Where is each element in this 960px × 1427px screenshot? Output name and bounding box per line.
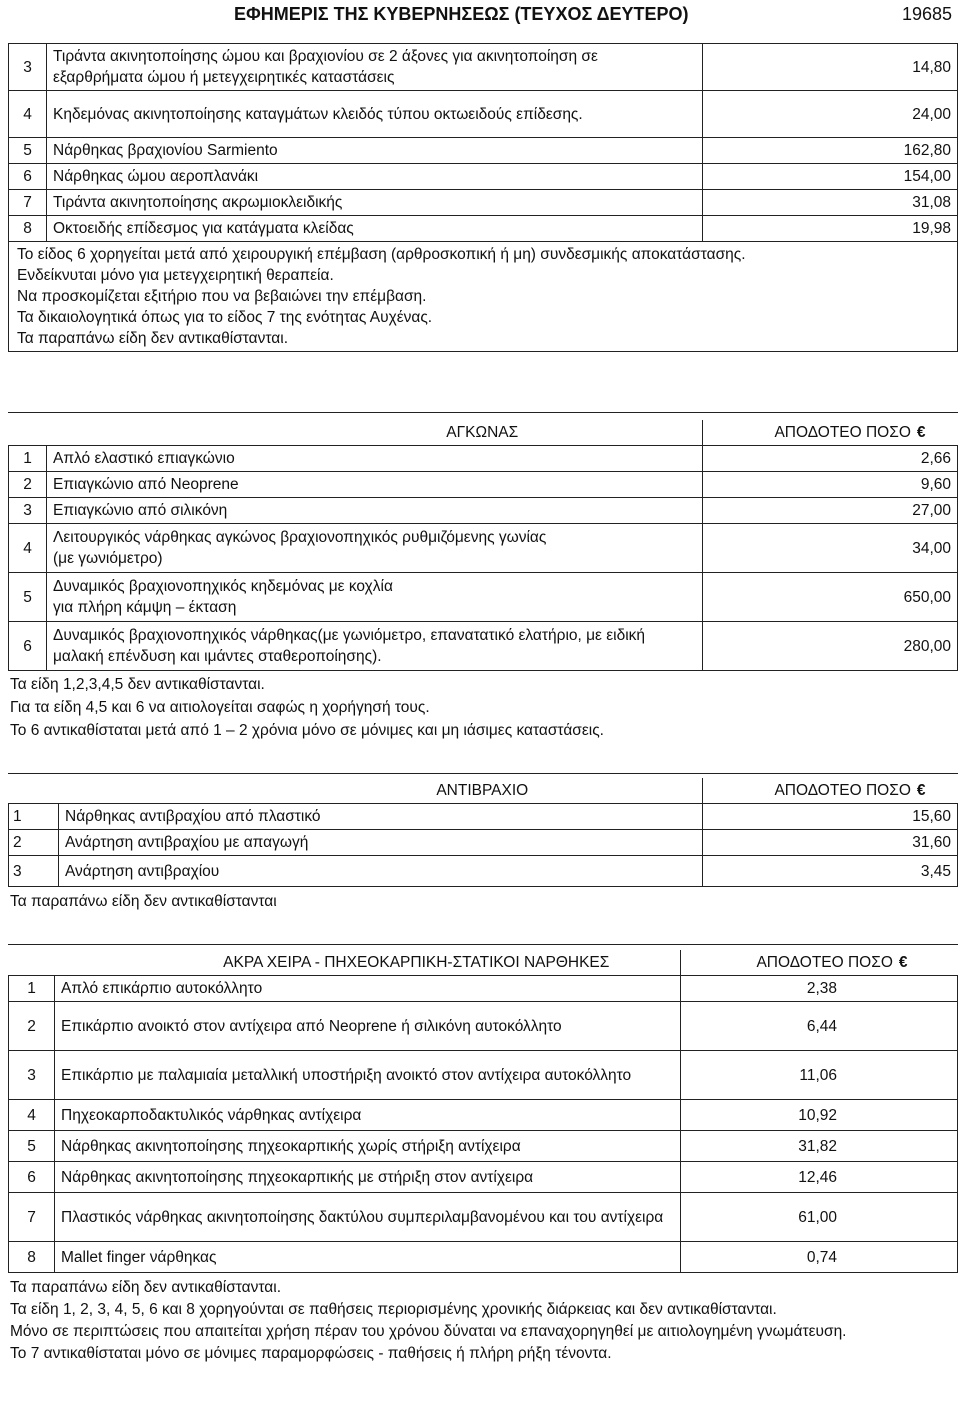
euro-icon: € [898,954,908,971]
table-row [9,44,958,91]
note: Το είδος 6 χορηγείται μετά από χειρουργική επέμβαση (αρθροσκοπική ή μη) συνδεσμικής αποκατάστασης. [17,246,746,263]
item-description: Νάρθηκας ακινητοποίησης πηχεοκαρπικής χωρίς στήριξη αντίχειρα [55,1131,681,1162]
forearm-section [8,778,958,915]
table-row [9,804,958,830]
item-price: 280,00 [703,622,958,671]
item-price: 650,00 [703,573,958,622]
item-number: 3 [9,44,47,91]
note: Τα παραπάνω είδη δεν αντικαθίστανται. [10,1279,282,1296]
item-price: 34,00 [703,524,958,573]
item-price: 6,44 [681,1002,958,1051]
table-row [9,1162,958,1193]
table-row [9,856,958,887]
page-header [0,0,960,30]
table-row [9,1131,958,1162]
gazette-title: ΕΦΗΜΕΡΙΣ ΤΗΣ ΚΥΒΕΡΝΗΣΕΩΣ (ΤΕΥΧΟΣ ΔΕΥΤΕΡΟ) [234,4,689,24]
item-number: 6 [9,1162,55,1193]
price-header-label: ΑΠΟΔΟΤΕΟ ΠΟΣΟ [756,954,893,971]
item-description: Απλό επικάρπιο αυτοκόλλητο [55,976,681,1002]
item-number: 8 [9,1242,55,1273]
item-description: Κηδεμόνας ακινητοποίησης καταγμάτων κλειδός τύπου οκτωειδούς επίδεσης. [47,91,703,138]
section-divider [8,944,958,945]
item-description: Δυναμικός βραχιονοπηχικός νάρθηκας(με γωνιόμετρο, επανατατικό ελατήριο, με ειδική μαλακή επένδυση και ιμάντες σταθεροποίησης). [47,622,703,671]
item-price: 61,00 [681,1193,958,1242]
item-price: 154,00 [703,164,958,190]
item-price: 27,00 [703,498,958,524]
table-row [9,573,958,622]
item-description: Τιράντα ακινητοποίησης ώμου και βραχιονίου σε 2 άξονες για ακινητοποίηση σε εξαρθρήματα ώμου ή μετεγχειρητικές καταστάσεις [47,44,703,91]
note: Ενδείκνυται μόνο για μετεγχειρητική θεραπεία. [17,267,334,284]
item-price: 15,60 [703,804,958,830]
item-number: 3 [9,1051,55,1100]
hand-notes [8,1277,958,1365]
item-number: 5 [9,1131,55,1162]
item-price: 162,80 [703,138,958,164]
item-description: Επικάρπιο με παλαμιαία μεταλλική υποστήριξη ανοικτό στον αντίχειρα αυτοκόλλητο [55,1051,681,1100]
table-row [9,976,958,1002]
note: Τα είδη 1,2,3,4,5 δεν αντικαθίστανται. [10,676,265,693]
page-number: 19685 [901,4,952,24]
item-number: 3 [9,856,59,887]
item-description: Επικάρπιο ανοικτό στον αντίχειρα από Neoprene ή σιλικόνη αυτοκόλλητο [55,1002,681,1051]
table-row [9,91,958,138]
item-description: Νάρθηκας βραχιονίου Sarmiento [47,138,703,164]
table-row [9,216,958,242]
table-row [9,524,958,573]
price-header-label: ΑΠΟΔΟΤΕΟ ΠΟΣΟ [774,782,911,799]
item-number: 6 [9,164,47,190]
note: Να προσκομίζεται εξιτήριο που να βεβαιώνει την επέμβαση. [17,288,427,305]
item-description: Απλό ελαστικό επιαγκώνιο [47,446,703,472]
note: Το 6 αντικαθίσταται μετά από 1 – 2 χρόνια μόνο σε μόνιμες και μη ιάσιμες καταστάσεις. [10,722,604,739]
item-number: 2 [9,1002,55,1051]
item-price: 12,46 [681,1162,958,1193]
table-row [9,446,958,472]
note: Τα παραπάνω είδη δεν αντικαθίστανται [10,893,277,910]
item-description: Επιαγκώνιο από σιλικόνη [47,498,703,524]
table-header [9,950,958,976]
item-price: 2,38 [681,976,958,1002]
item-description: Ανάρτηση αντιβραχίου με απαγωγή [59,830,703,856]
table-row [9,1242,958,1273]
item-price: 2,66 [703,446,958,472]
table-row [9,830,958,856]
item-price: 31,60 [703,830,958,856]
item-number: 7 [9,1193,55,1242]
item-price: 3,45 [703,856,958,887]
item-number: 4 [9,524,47,573]
forearm-notes [8,889,958,915]
item-number: 3 [9,498,47,524]
shoulder-section [8,43,958,352]
section-divider [8,412,958,413]
elbow-section [8,420,958,742]
item-number: 8 [9,216,47,242]
section-title: ΑΝΤΙΒΡΑΧΙΟ [9,778,703,804]
item-price: 19,98 [703,216,958,242]
item-price: 14,80 [703,44,958,91]
item-number: 1 [9,976,55,1002]
item-description: Πηχεοκαρποδακτυλικός νάρθηκας αντίχειρα [55,1100,681,1131]
item-description: Ανάρτηση αντιβραχίου [59,856,703,887]
shoulder-table [8,43,958,352]
table-row [9,1193,958,1242]
note: Τα παραπάνω είδη δεν αντικαθίστανται. [17,330,289,347]
item-number: 5 [9,573,47,622]
item-price: 10,92 [681,1100,958,1131]
price-header-label: ΑΠΟΔΟΤΕΟ ΠΟΣΟ [774,424,911,441]
note: Τα δικαιολογητικά όπως για το είδος 7 της ενότητας Αυχένας. [17,309,433,326]
note: Μόνο σε περιπτώσεις που απαιτείται χρήση πέραν του χρόνου δύναται να επαναχορηγηθεί με αιτιολογημένη γνωμάτευση. [10,1323,847,1340]
item-description: Πλαστικός νάρθηκας ακινητοποίησης δακτύλου συμπεριλαμβανομένου και του αντίχειρα [55,1193,681,1242]
price-header [703,420,958,446]
item-price: 31,82 [681,1131,958,1162]
item-number: 2 [9,472,47,498]
note: Για τα είδη 4,5 και 6 να αιτιολογείται σαφώς η χορήγησή τους. [10,699,430,716]
item-description: Νάρθηκας αντιβραχίου από πλαστικό [59,804,703,830]
item-number: 4 [9,91,47,138]
table-row [9,190,958,216]
section-title: ΑΚΡΑ ΧΕΙΡΑ - ΠΗΧΕΟΚΑΡΠΙΚΗ-ΣΤΑΤΙΚΟΙ ΝΑΡΘΗΚΕΣ [9,950,681,976]
item-price: 9,60 [703,472,958,498]
item-description: Τιράντα ακινητοποίησης ακρωμιοκλειδικής [47,190,703,216]
elbow-table [8,420,958,671]
notes-row [9,242,958,352]
item-number: 2 [9,830,59,856]
hand-table [8,950,958,1273]
section-divider [8,773,958,774]
table-row [9,472,958,498]
item-price: 11,06 [681,1051,958,1100]
table-row [9,1051,958,1100]
table-row [9,498,958,524]
section-title: ΑΓΚΩΝΑΣ [9,420,703,446]
table-row [9,1002,958,1051]
item-description: Οκτοειδής επίδεσμος για κατάγματα κλείδας [47,216,703,242]
table-header [9,420,958,446]
item-price: 31,08 [703,190,958,216]
item-description: Δυναμικός βραχιονοπηχικός κηδεμόνας με κοχλία για πλήρη κάμψη – έκταση [47,573,703,622]
item-description: Επιαγκώνιο από Neoprene [47,472,703,498]
note: Το 7 αντικαθίσταται μόνο σε μόνιμες παραμορφώσεις - παθήσεις ή πλήρη ρήξη τένοντα. [10,1345,612,1362]
elbow-notes [8,673,958,742]
hand-section [8,950,958,1365]
item-price: 24,00 [703,91,958,138]
item-description: Mallet finger νάρθηκας [55,1242,681,1273]
item-description: Νάρθηκας ώμου αεροπλανάκι [47,164,703,190]
item-number: 5 [9,138,47,164]
item-description: Λειτουργικός νάρθηκας αγκώνος βραχιονοπηχικός ρυθμιζόμενης γωνίας (με γωνιόμετρο) [47,524,703,573]
item-price: 0,74 [681,1242,958,1273]
shoulder-notes [9,242,958,352]
table-row [9,164,958,190]
note: Τα είδη 1, 2, 3, 4, 5, 6 και 8 χορηγούνται σε παθήσεις περιορισμένης χρονικής διάρκειας και δεν αντικαθίστανται. [10,1301,777,1318]
price-header [703,778,958,804]
item-number: 4 [9,1100,55,1131]
table-row [9,622,958,671]
price-header [681,950,958,976]
euro-icon: € [916,424,926,441]
table-row [9,138,958,164]
table-row [9,1100,958,1131]
item-number: 7 [9,190,47,216]
forearm-table [8,778,958,887]
item-number: 1 [9,446,47,472]
euro-icon: € [916,782,926,799]
item-number: 1 [9,804,59,830]
item-number: 6 [9,622,47,671]
table-header [9,778,958,804]
item-description: Νάρθηκας ακινητοποίησης πηχεοκαρπικής με στήριξη στον αντίχειρα [55,1162,681,1193]
